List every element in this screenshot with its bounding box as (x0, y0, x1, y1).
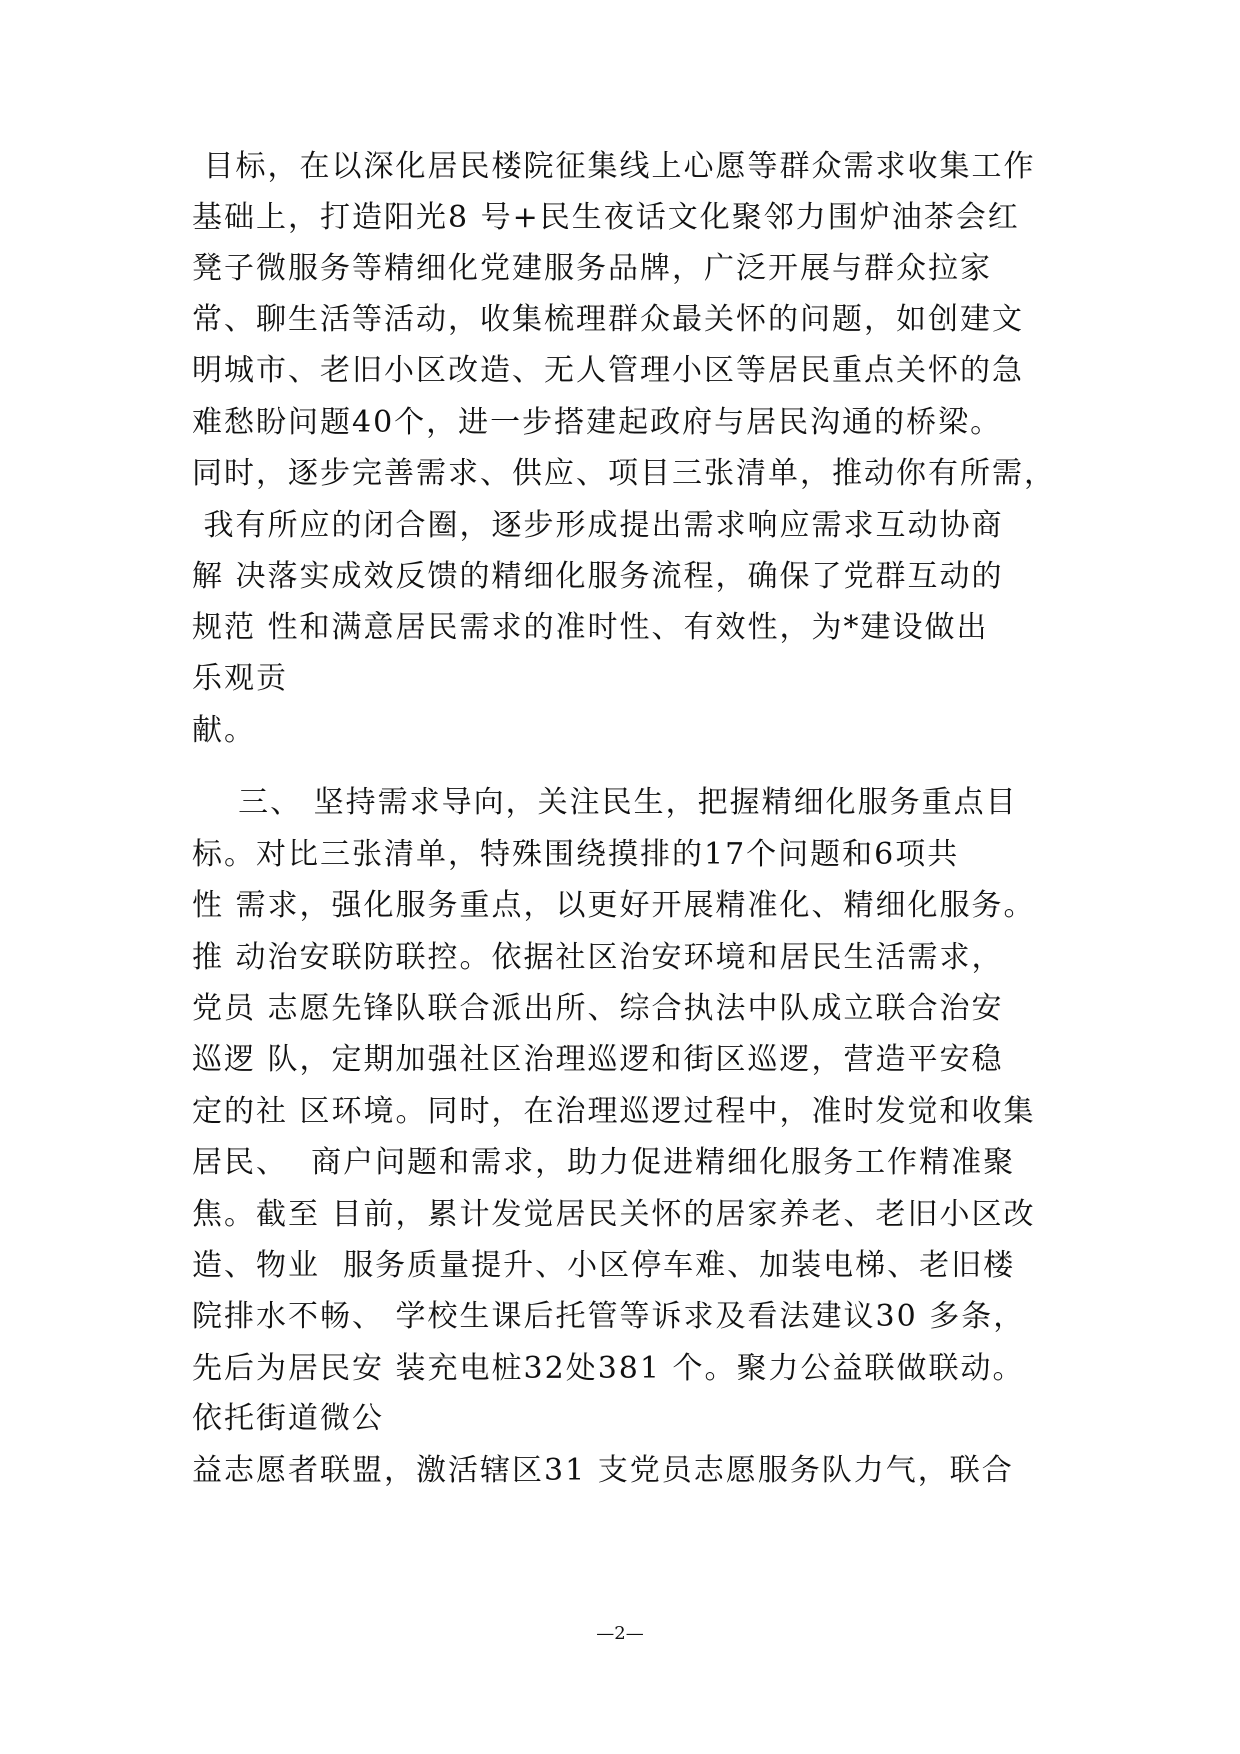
text-line: 依托街道微公 (192, 1401, 384, 1436)
page-number: —2— (596, 1623, 644, 1644)
text-line: 性 需求，强化服务重点，以更好开展精准化、精细化服务。 (192, 888, 1036, 923)
section-heading-line: 三、 坚持需求导向，关注民生，把握精细化服务重点目 (192, 785, 1018, 820)
text-line: 巡逻 队，定期加强社区治理巡逻和街区巡逻，营造平安稳 (192, 1042, 1004, 1077)
text-line: 造、物业 服务质量提升、小区停车难、加装电梯、老旧楼 (192, 1248, 1016, 1283)
text-line: 目标，在以深化居民楼院征集线上心愿等群众需求收集工作 (192, 149, 1036, 184)
text-line: 同时，逐步完善需求、供应、项目三张清单，推动你有所需， (192, 456, 1056, 491)
text-line: 乐观贡 (192, 661, 288, 696)
text-line: 献。 (192, 713, 256, 748)
text-line: 常、聊生活等活动，收集梳理群众最关怀的问题，如创建文 (192, 302, 1024, 337)
text-line: 凳子微服务等精细化党建服务品牌，广泛开展与群众拉家 (192, 251, 992, 286)
text-line: 院排水不畅、 学校生课后托管等诉求及看法建议30 多条， (192, 1299, 1026, 1334)
text-line: 益志愿者联盟，激活辖区31 支党员志愿服务队力气，联合 (192, 1453, 1014, 1488)
text-line: 规范 性和满意居民需求的准时性、有效性，为*建设做出 (192, 610, 989, 645)
text-line: 居民、 商户问题和需求，助力促进精细化服务工作精准聚 (192, 1145, 1016, 1180)
text-line: 标。对比三张清单，特殊围绕摸排的17个问题和6项共 (192, 837, 960, 872)
text-line: 推 动治安联防联控。依据社区治安环境和居民生活需求， (192, 940, 1004, 975)
text-line: 难愁盼问题40个，进一步搭建起政府与居民沟通的桥梁。 (192, 405, 1003, 440)
text-line: 我有所应的闭合圈，逐步形成提出需求响应需求互动协商 (192, 508, 1004, 543)
text-line: 定的社 区环境。同时，在治理巡逻过程中，准时发觉和收集 (192, 1094, 1036, 1129)
text-line: 焦。截至 目前，累计发觉居民关怀的居家养老、老旧小区改 (192, 1197, 1036, 1232)
text-line: 先后为居民安 装充电桩32处381 个。聚力公益联做联动。 (192, 1351, 1025, 1386)
text-line: 基础上，打造阳光8 号+民生夜话文化聚邻力围炉油茶会红 (192, 200, 1020, 235)
text-line: 解 决落实成效反馈的精细化服务流程，确保了党群互动的 (192, 559, 1004, 594)
text-line: 党员 志愿先锋队联合派出所、综合执法中队成立联合治安 (192, 991, 1004, 1026)
text-line: 明城市、老旧小区改造、无人管理小区等居民重点关怀的急 (192, 353, 1024, 388)
